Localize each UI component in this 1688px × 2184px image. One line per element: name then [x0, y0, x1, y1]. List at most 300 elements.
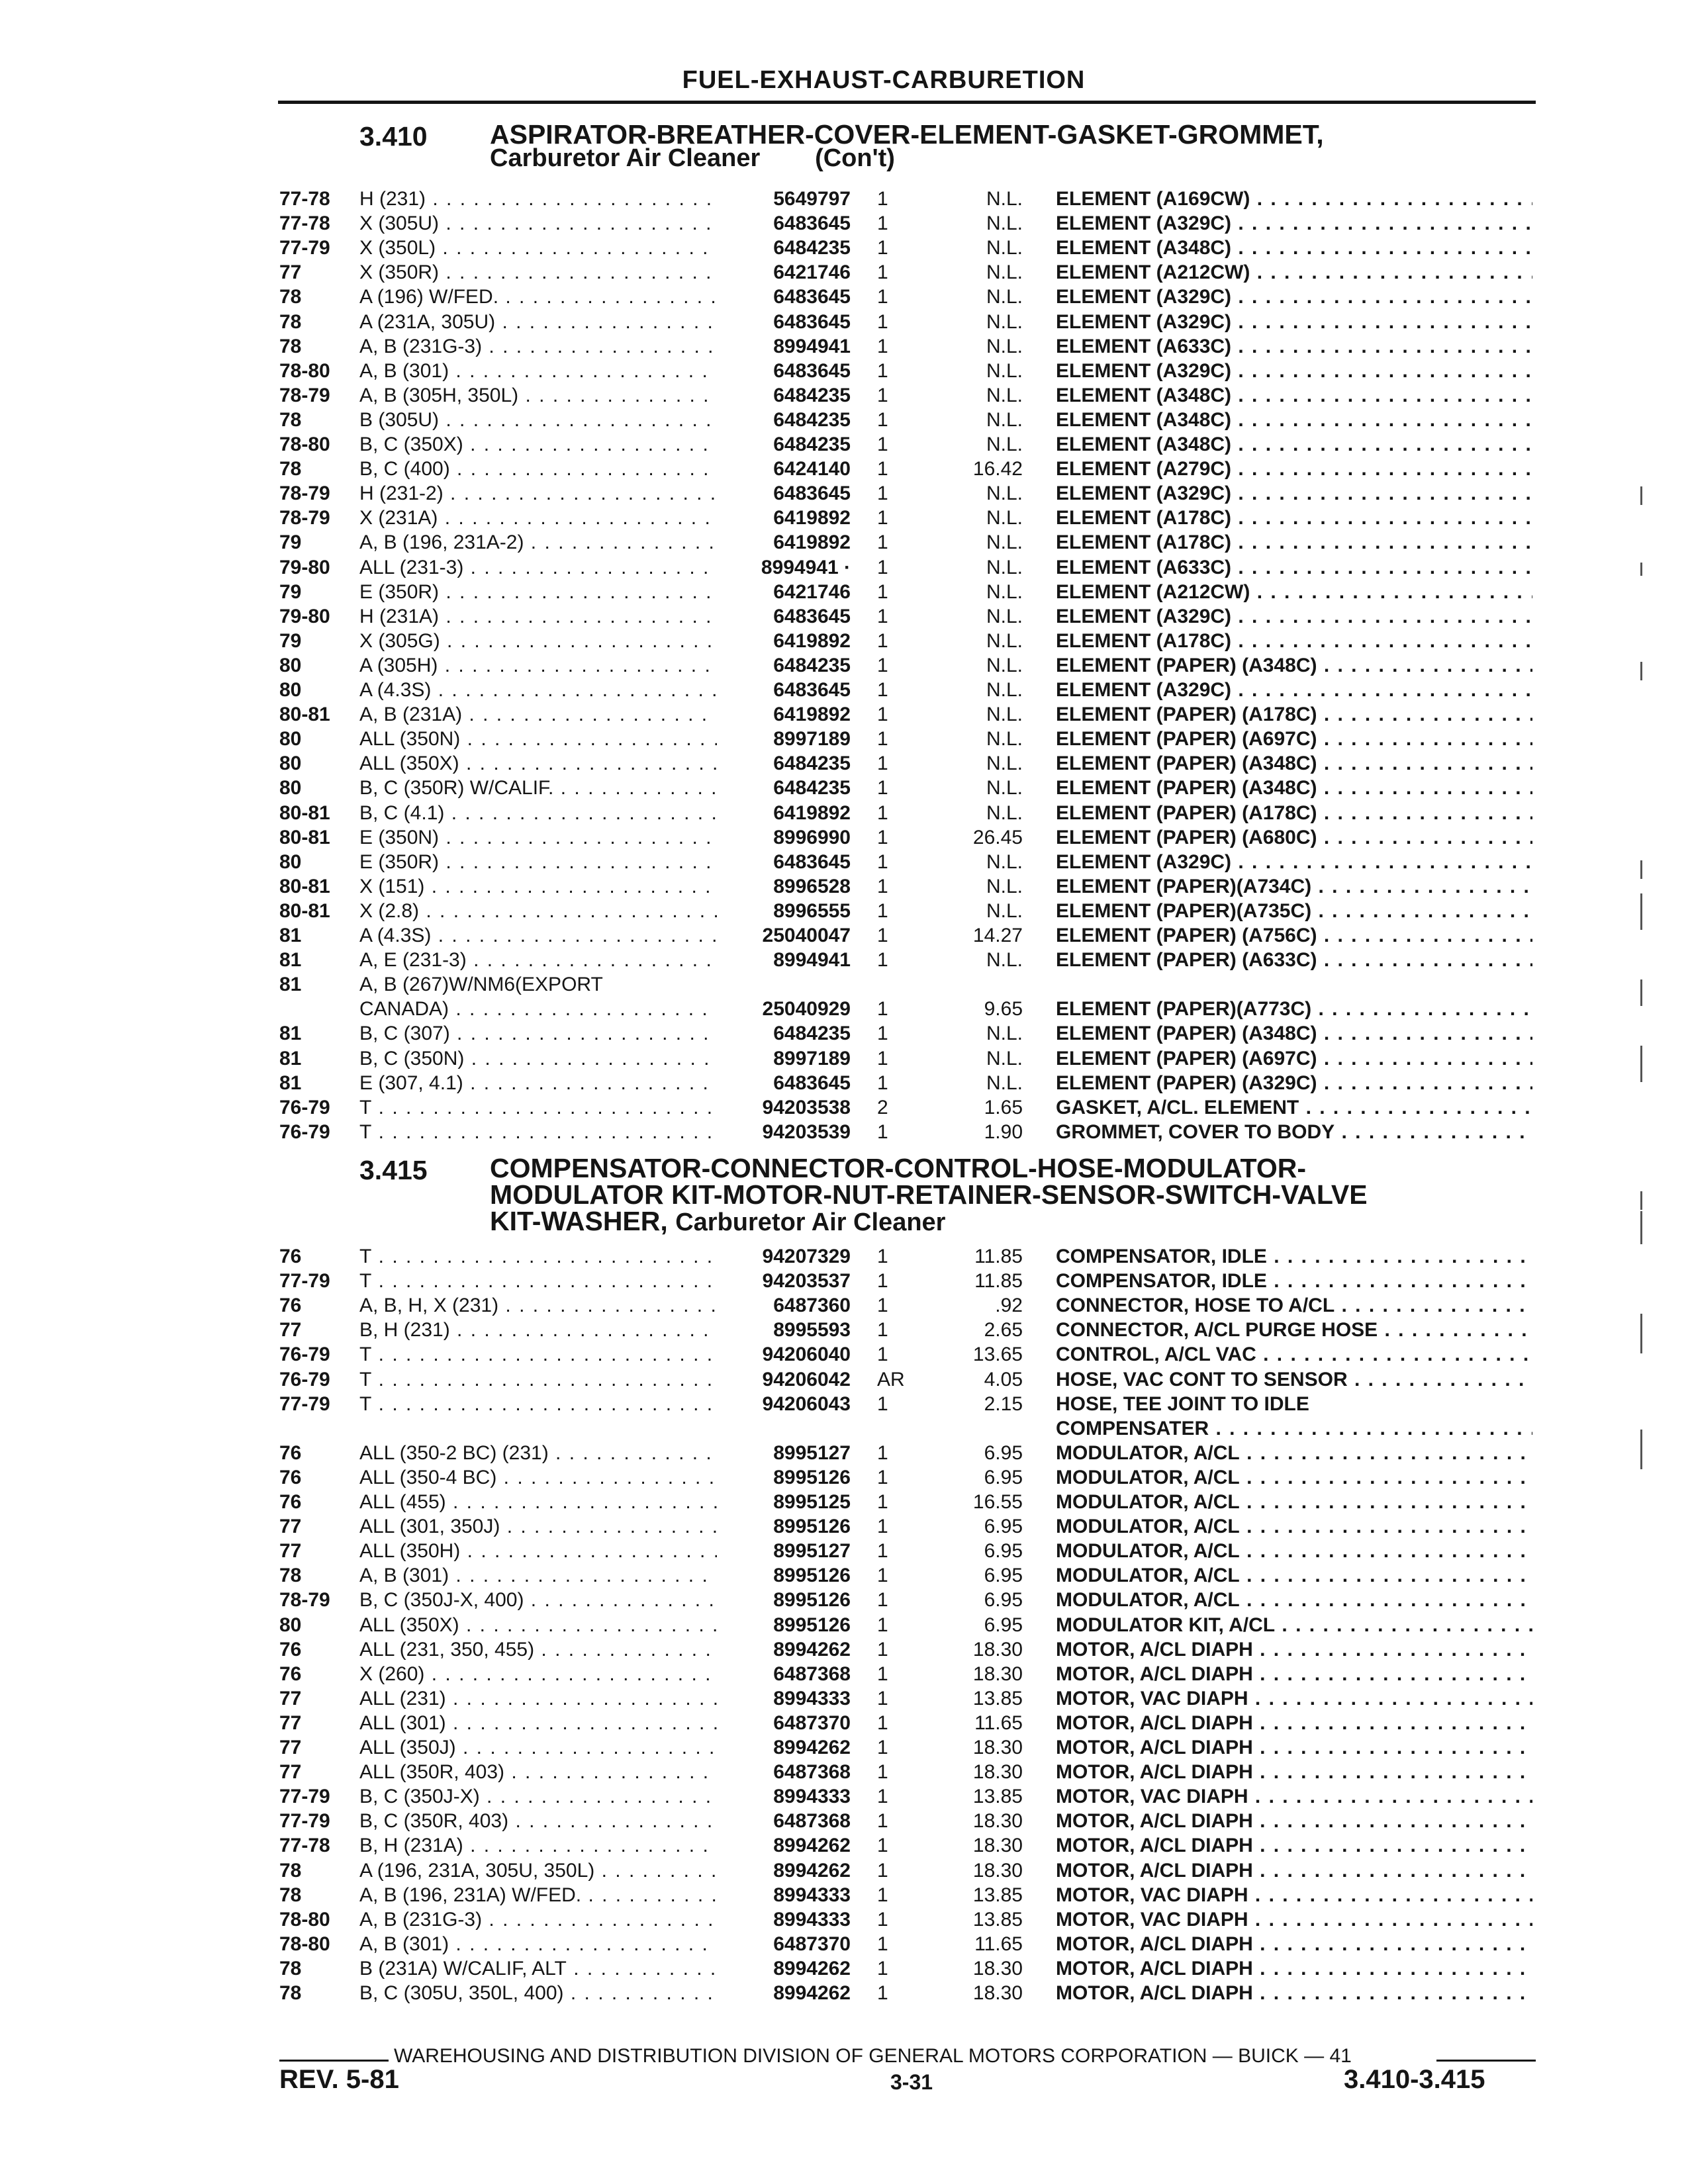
margin-mark [1640, 1191, 1642, 1210]
description-cell: ELEMENT (A329C) . . . [1056, 310, 1532, 334]
price-cell: N.L. [986, 629, 1023, 652]
table-row [0, 211, 1688, 236]
year-cell: 80 [279, 752, 302, 775]
price-cell: N.L. [986, 556, 1023, 578]
price-cell: N.L. [986, 875, 1023, 897]
price-cell: N.L. [986, 237, 1023, 259]
quantity-cell: 1 [877, 458, 888, 480]
price-cell: 18.30 [972, 1982, 1023, 2004]
part-number-cell: 8994262 [773, 1638, 851, 1661]
model-cell: A (4.3S) . . . [359, 923, 717, 948]
model-cell: A (305H) . . . [359, 653, 717, 678]
quantity-cell: 1 [877, 704, 888, 726]
year-cell: 76 [279, 1246, 302, 1267]
year-cell: 77 [279, 1737, 302, 1758]
year-cell: 80 [279, 728, 302, 751]
description-cell: MODULATOR, A/CL . . . [1056, 1588, 1532, 1612]
part-number-cell: 8994262 [773, 1835, 851, 1857]
model-cell: A, B (267)W/NM6(EXPORT [359, 974, 603, 996]
description-cell: ELEMENT (PAPER) (A348C) . . . [1056, 1021, 1532, 1046]
price-cell: N.L. [986, 261, 1023, 284]
table-row [0, 457, 1688, 481]
part-number-cell: 94203537 [762, 1270, 851, 1293]
section-subtitle: Carburetor Air Cleaner [490, 144, 761, 172]
part-number-cell: 94206043 [762, 1392, 851, 1415]
quantity-cell: 1 [877, 826, 888, 848]
quantity-cell: 1 [877, 605, 888, 627]
description-cell: ELEMENT (A329C) . . . [1056, 285, 1532, 309]
margin-mark [1640, 1430, 1642, 1469]
part-number-cell: 6484235 [773, 237, 851, 259]
year-cell: 81 [279, 1071, 302, 1094]
description-cell: CONNECTOR, A/CL PURGE HOSE . . . [1056, 1318, 1532, 1342]
year-cell: 78 [279, 335, 302, 357]
model-cell: A (196) W/FED. . . . [359, 285, 717, 309]
price-cell: 11.85 [974, 1270, 1023, 1293]
table-row [0, 948, 1688, 972]
model-cell: T . . . [359, 1367, 717, 1392]
quantity-cell: 1 [877, 728, 888, 751]
price-cell: 18.30 [972, 1957, 1023, 1979]
part-number-cell: 6483645 [773, 1071, 851, 1094]
year-cell: 76 [279, 1441, 302, 1464]
table-row [0, 1956, 1688, 1981]
model-cell: B, C (305U, 350L, 400) . . . [359, 1981, 717, 2005]
year-cell: 77-78 [279, 188, 330, 210]
price-cell: 18.30 [972, 1859, 1023, 1882]
part-number-cell: 94207329 [762, 1246, 851, 1267]
quantity-cell: 1 [877, 1441, 888, 1464]
description-cell: MODULATOR, A/CL . . . [1056, 1490, 1532, 1514]
year-cell: 77-79 [279, 1270, 330, 1293]
year-cell: 81 [279, 974, 302, 996]
model-cell: X (350L) . . . [359, 236, 717, 260]
part-number-cell: 6483645 [773, 310, 851, 333]
table-row [0, 727, 1688, 751]
year-cell: 76 [279, 1491, 302, 1513]
year-cell: 77 [279, 1711, 302, 1734]
section-title-last: KIT-WASHER, [490, 1206, 668, 1236]
model-cell: ALL (231) . . . [359, 1686, 717, 1711]
description-cell: MOTOR, A/CL DIAPH . . . [1056, 1711, 1532, 1735]
quantity-cell: 1 [877, 1295, 888, 1317]
description-cell: ELEMENT (A329C) . . . [1056, 850, 1532, 874]
price-cell: 26.45 [972, 826, 1023, 848]
price-cell: 14.27 [972, 925, 1023, 946]
model-cell: E (350R) . . . [359, 580, 717, 604]
section-title [490, 1155, 1549, 1236]
part-number-cell: 8994262 [773, 1859, 851, 1882]
description-cell: MODULATOR, A/CL . . . [1056, 1539, 1532, 1563]
year-cell: 79 [279, 629, 302, 652]
margin-mark [1640, 860, 1642, 879]
price-cell: 1.65 [984, 1096, 1023, 1118]
year-cell: 77-79 [279, 1810, 330, 1833]
description-cell: ELEMENT (PAPER)(A773C) . . . [1056, 997, 1532, 1021]
description-cell: ELEMENT (A178C) . . . [1056, 629, 1532, 653]
year-cell: 79-80 [279, 556, 330, 578]
description-cell: ELEMENT (A212CW) . . . [1056, 580, 1532, 604]
quantity-cell: 1 [877, 1957, 888, 1979]
model-cell: T . . . [359, 1244, 717, 1269]
section-title-line: MODULATOR KIT-MOTOR-NUT-RETAINER-SENSOR-SWITCH-VALVE [490, 1179, 1368, 1210]
quantity-cell: 1 [877, 1761, 888, 1784]
table-row [0, 1711, 1688, 1735]
part-number-cell: 8995126 [773, 1516, 851, 1538]
year-cell: 78-80 [279, 1933, 330, 1955]
description-cell: ELEMENT (A329C) . . . [1056, 678, 1532, 702]
quantity-cell: 1 [877, 1859, 888, 1882]
margin-mark [1640, 563, 1642, 576]
price-cell: 2.15 [984, 1392, 1023, 1415]
year-cell: 76-79 [279, 1120, 330, 1143]
year-cell: 78-79 [279, 482, 330, 505]
quantity-cell: 1 [877, 654, 888, 676]
model-cell: A, E (231-3) . . . [359, 948, 717, 972]
model-cell: H (231-2) . . . [359, 481, 717, 506]
table-row [0, 1021, 1688, 1046]
quantity-cell: 1 [877, 1023, 888, 1045]
part-number-cell: 8996990 [773, 826, 851, 848]
price-cell: N.L. [986, 654, 1023, 676]
quantity-cell: 1 [877, 899, 888, 922]
price-cell: N.L. [986, 679, 1023, 701]
year-cell: 78-80 [279, 1908, 330, 1931]
table-row [0, 1416, 1688, 1441]
description-cell: MOTOR, A/CL DIAPH . . . [1056, 1662, 1532, 1686]
table-row [0, 310, 1688, 334]
part-number-cell: 5649797 [773, 188, 851, 210]
table-row [0, 1120, 1688, 1144]
footer-section-range: 3.410-3.415 [1344, 2065, 1485, 2094]
quantity-cell: 2 [877, 1096, 888, 1118]
model-cell: X (151) . . . [359, 874, 717, 899]
table-row [0, 923, 1688, 948]
part-number-cell: 6487360 [773, 1295, 851, 1317]
model-cell: ALL (350-2 BC) (231) . . . [359, 1441, 717, 1465]
part-number-cell: 6484235 [773, 433, 851, 455]
year-cell: 80 [279, 1614, 302, 1636]
price-cell: N.L. [986, 752, 1023, 775]
part-number-cell: 6421746 [773, 261, 851, 284]
description-cell: ELEMENT (A348C) . . . [1056, 408, 1532, 432]
price-cell: 6.95 [984, 1589, 1023, 1612]
model-cell: T . . . [359, 1392, 717, 1416]
description-cell: MOTOR, A/CL DIAPH . . . [1056, 1956, 1532, 1981]
model-cell: A, B (305H, 350L) . . . [359, 383, 717, 408]
quantity-cell: 1 [877, 188, 888, 210]
description-cell: ELEMENT (A348C) . . . [1056, 236, 1532, 260]
year-cell: 78 [279, 1957, 302, 1979]
table-row [0, 1907, 1688, 1932]
description-cell: COMPENSATOR, IDLE . . . [1056, 1244, 1532, 1269]
table-row [0, 801, 1688, 825]
table-row [0, 1490, 1688, 1514]
price-cell: N.L. [986, 1071, 1023, 1094]
table-row [0, 1686, 1688, 1711]
price-cell: N.L. [986, 433, 1023, 455]
quantity-cell: 1 [877, 850, 888, 873]
table-row [0, 1981, 1688, 2005]
description-cell: CONTROL, A/CL VAC . . . [1056, 1342, 1532, 1367]
table-row [0, 678, 1688, 702]
description-cell: MODULATOR, A/CL . . . [1056, 1441, 1532, 1465]
quantity-cell: 1 [877, 1392, 888, 1415]
section-number: 3.410 [359, 121, 428, 152]
year-cell: 76 [279, 1295, 302, 1317]
header-rule [278, 101, 1536, 104]
quantity-cell: 1 [877, 875, 888, 897]
price-cell: 6.95 [984, 1565, 1023, 1587]
price-cell: N.L. [986, 531, 1023, 554]
margin-mark [1640, 486, 1642, 505]
price-cell: N.L. [986, 899, 1023, 922]
price-cell: 13.65 [972, 1343, 1023, 1366]
quantity-cell: 1 [877, 580, 888, 603]
quantity-cell: 1 [877, 1270, 888, 1293]
year-cell: 78 [279, 1884, 302, 1906]
description-cell: ELEMENT (A169CW) . . . [1056, 187, 1532, 211]
table-row [0, 1858, 1688, 1883]
quantity-cell: 1 [877, 1884, 888, 1906]
table-row [0, 1367, 1688, 1392]
model-cell: ALL (231-3) . . . [359, 555, 717, 580]
description-cell: ELEMENT (PAPER) (A178C) . . . [1056, 702, 1532, 727]
quantity-cell: 1 [877, 1786, 888, 1808]
quantity-cell: 1 [877, 384, 888, 406]
quantity-cell: 1 [877, 1516, 888, 1538]
description-cell: ELEMENT (PAPER) (A178C) . . . [1056, 801, 1532, 825]
quantity-cell: 1 [877, 433, 888, 455]
section-title-line: ASPIRATOR-BREATHER-COVER-ELEMENT-GASKET-GROMMET, [490, 119, 1324, 150]
price-cell: N.L. [986, 384, 1023, 406]
year-cell: 78-80 [279, 359, 330, 382]
price-cell: 13.85 [972, 1687, 1023, 1709]
model-cell: X (305G) . . . [359, 629, 717, 653]
price-cell: 18.30 [972, 1835, 1023, 1857]
year-cell: 78-79 [279, 507, 330, 529]
model-cell: ALL (350R, 403) . . . [359, 1760, 717, 1784]
table-row [0, 1342, 1688, 1367]
part-number-cell: 6487368 [773, 1810, 851, 1833]
year-cell: 76-79 [279, 1343, 330, 1366]
part-number-cell: 8995126 [773, 1466, 851, 1488]
year-cell: 80 [279, 850, 302, 873]
price-cell: 2.65 [984, 1319, 1023, 1342]
price-cell: 18.30 [972, 1810, 1023, 1833]
table-row [0, 702, 1688, 727]
quantity-cell: 1 [877, 1933, 888, 1955]
year-cell: 81 [279, 1047, 302, 1069]
part-number-cell: 6421746 [773, 580, 851, 603]
part-number-cell: 6484235 [773, 408, 851, 431]
model-cell: ALL (350X) . . . [359, 751, 717, 776]
margin-mark [1640, 1211, 1642, 1244]
section-subtitle-line [490, 1208, 1549, 1236]
part-number-cell: 6487370 [773, 1933, 851, 1955]
quantity-cell: 1 [877, 1614, 888, 1636]
quantity-cell: 1 [877, 629, 888, 652]
table-row [0, 408, 1688, 432]
model-cell: ALL (301) . . . [359, 1711, 717, 1735]
description-cell: ELEMENT (A348C) . . . [1056, 383, 1532, 408]
part-number-cell: 6483645 [773, 359, 851, 382]
model-cell: ALL (350J) . . . [359, 1735, 717, 1760]
year-cell: 81 [279, 1023, 302, 1045]
year-cell: 76 [279, 1638, 302, 1661]
table-row [0, 850, 1688, 874]
model-cell: B (231A) W/CALIF, ALT . . . [359, 1956, 717, 1981]
model-cell: B, C (350J-X, 400) . . . [359, 1588, 717, 1612]
table-row [0, 383, 1688, 408]
model-cell: A (231A, 305U) . . . [359, 310, 717, 334]
model-cell: ALL (350-4 BC) . . . [359, 1465, 717, 1490]
description-cell: ELEMENT (PAPER) (A348C) . . . [1056, 653, 1532, 678]
description-cell: ELEMENT (PAPER) (A348C) . . . [1056, 751, 1532, 776]
quantity-cell: 1 [877, 408, 888, 431]
table-row [0, 285, 1688, 309]
quantity-cell: AR [877, 1368, 905, 1390]
year-cell: 77-78 [279, 212, 330, 235]
year-cell: 81 [279, 925, 302, 946]
part-number-cell: 6419892 [773, 507, 851, 529]
price-cell: N.L. [986, 286, 1023, 308]
table-row [0, 972, 1688, 997]
description-cell: HOSE, TEE JOINT TO IDLE [1056, 1392, 1309, 1415]
part-number-cell: 8994333 [773, 1884, 851, 1906]
year-cell: 79 [279, 580, 302, 603]
quantity-cell: 1 [877, 531, 888, 554]
year-cell: 78 [279, 310, 302, 333]
price-cell: N.L. [986, 188, 1023, 210]
model-cell: B, C (350J-X) . . . [359, 1784, 717, 1809]
year-cell: 76 [279, 1662, 302, 1685]
year-cell: 77-79 [279, 237, 330, 259]
quantity-cell: 1 [877, 1835, 888, 1857]
price-cell: N.L. [986, 704, 1023, 726]
table-row [0, 359, 1688, 383]
part-number-cell: 6424140 [773, 458, 851, 480]
part-number-cell: 6419892 [773, 704, 851, 726]
quantity-cell: 1 [877, 1246, 888, 1267]
part-number-cell: 6483645 [773, 850, 851, 873]
table-row [0, 187, 1688, 211]
price-cell: N.L. [986, 1023, 1023, 1045]
price-cell: N.L. [986, 1047, 1023, 1069]
table-row [0, 1613, 1688, 1637]
model-cell: X (231A) . . . [359, 506, 717, 530]
year-cell: 78 [279, 1565, 302, 1587]
year-cell: 77 [279, 1761, 302, 1784]
model-cell: B, C (400) . . . [359, 457, 717, 481]
part-number-cell: 8995126 [773, 1589, 851, 1612]
description-cell: MODULATOR, A/CL . . . [1056, 1465, 1532, 1490]
quantity-cell: 1 [877, 1810, 888, 1833]
price-cell: N.L. [986, 801, 1023, 824]
model-cell: X (305U) . . . [359, 211, 717, 236]
part-number-cell: 6484235 [773, 1023, 851, 1045]
part-number-cell: 8995126 [773, 1565, 851, 1587]
part-number-cell: 8995125 [773, 1491, 851, 1513]
price-cell: N.L. [986, 212, 1023, 235]
part-number-cell: 6483645 [773, 679, 851, 701]
description-cell: COMPENSATOR, IDLE . . . [1056, 1269, 1532, 1293]
part-number-cell: 8994941 · [761, 556, 851, 578]
model-cell: X (2.8) . . . [359, 899, 717, 923]
price-cell: 4.05 [984, 1368, 1023, 1390]
model-cell: A, B, H, X (231) . . . [359, 1293, 717, 1318]
model-cell: X (260) . . . [359, 1662, 717, 1686]
quantity-cell: 1 [877, 286, 888, 308]
part-number-cell: 8994262 [773, 1737, 851, 1758]
price-cell: 18.30 [972, 1737, 1023, 1758]
table-row [0, 997, 1688, 1021]
price-cell: 18.30 [972, 1662, 1023, 1685]
quantity-cell: 1 [877, 1047, 888, 1069]
table-row [0, 1735, 1688, 1760]
page-header-title: FUEL-EXHAUST-CARBURETION [682, 66, 1086, 94]
quantity-cell: 1 [877, 1491, 888, 1513]
model-cell: B, C (350R) W/CALIF. . . . [359, 776, 717, 800]
quantity-cell: 1 [877, 925, 888, 946]
part-number-cell: 6484235 [773, 777, 851, 799]
price-cell: N.L. [986, 949, 1023, 972]
part-number-cell: 6483645 [773, 482, 851, 505]
table-row [0, 481, 1688, 506]
part-number-cell: 94206040 [762, 1343, 851, 1366]
table-row [0, 653, 1688, 678]
year-cell: 77 [279, 1516, 302, 1538]
quantity-cell: 1 [877, 507, 888, 529]
year-cell: 77 [279, 1540, 302, 1563]
model-cell: A, B (301) . . . [359, 1932, 717, 1956]
margin-mark [1640, 662, 1642, 680]
price-cell: 16.55 [972, 1491, 1023, 1513]
quantity-cell: 1 [877, 556, 888, 578]
price-cell: N.L. [986, 777, 1023, 799]
year-cell: 78 [279, 408, 302, 431]
model-cell: ALL (350X) . . . [359, 1613, 717, 1637]
year-cell: 77-79 [279, 1786, 330, 1808]
year-cell: 78 [279, 458, 302, 480]
year-cell: 77 [279, 1687, 302, 1709]
quantity-cell: 1 [877, 1589, 888, 1612]
part-number-cell: 94203539 [762, 1120, 851, 1143]
table-row [0, 432, 1688, 457]
year-cell: 80 [279, 679, 302, 701]
price-cell: N.L. [986, 580, 1023, 603]
model-cell: A (4.3S) . . . [359, 678, 717, 702]
table-row [0, 604, 1688, 629]
part-number-cell: 8995126 [773, 1614, 851, 1636]
year-cell: 76-79 [279, 1368, 330, 1390]
part-number-cell: 6419892 [773, 629, 851, 652]
year-cell: 78 [279, 1982, 302, 2004]
model-cell: B (305U) . . . [359, 408, 717, 432]
part-number-cell: 6419892 [773, 801, 851, 824]
quantity-cell: 1 [877, 1319, 888, 1342]
model-cell: A, B (301) . . . [359, 1563, 717, 1588]
quantity-cell: 1 [877, 949, 888, 972]
model-cell: B, C (307) . . . [359, 1021, 717, 1046]
footer-division: WAREHOUSING AND DISTRIBUTION DIVISION OF GENERAL MOTORS CORPORATION — BUICK — 41 [394, 2045, 1352, 2067]
price-cell: 11.65 [974, 1711, 1023, 1734]
model-cell: H (231A) . . . [359, 604, 717, 629]
model-cell: ALL (301, 350J) . . . [359, 1514, 717, 1539]
year-cell: 77-78 [279, 1835, 330, 1857]
model-cell: E (350R) . . . [359, 850, 717, 874]
description-cell: MODULATOR KIT, A/CL . . . [1056, 1613, 1532, 1637]
